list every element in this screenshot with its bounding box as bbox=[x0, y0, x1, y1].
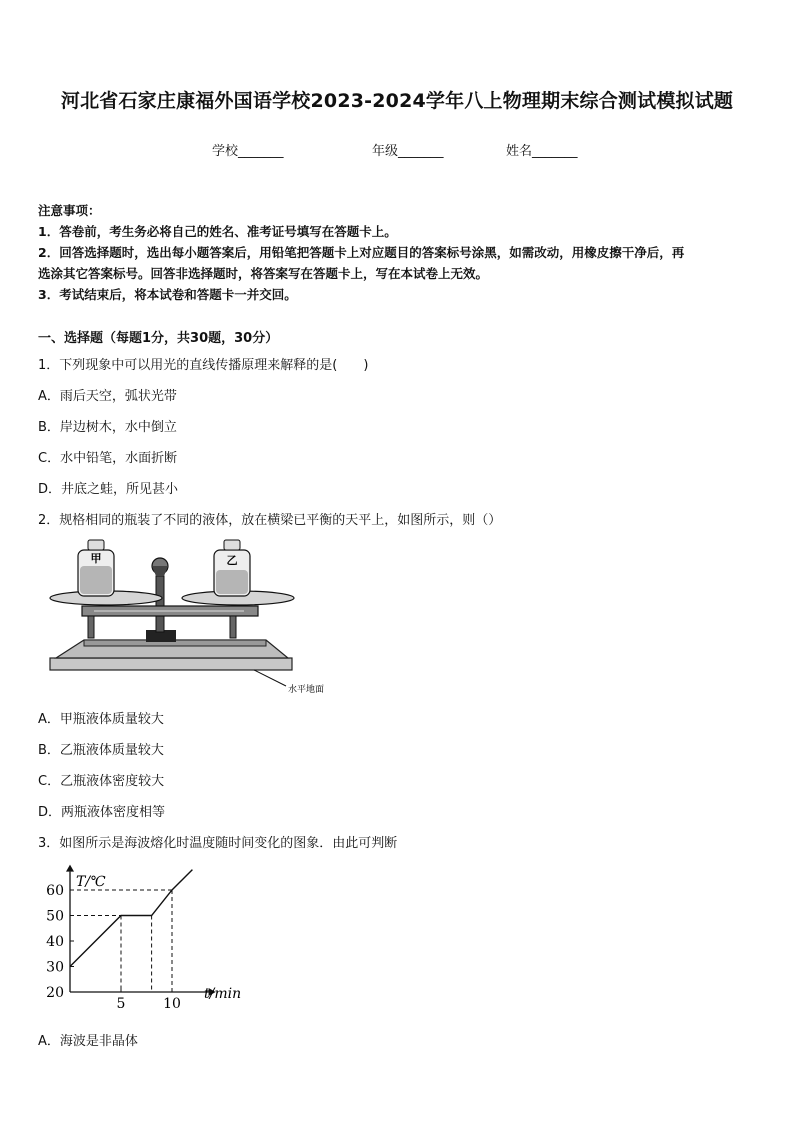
bottle-right-label: 乙 bbox=[226, 554, 238, 567]
y-tick-label: 30 bbox=[46, 959, 64, 976]
y-tick-label: 50 bbox=[46, 908, 64, 925]
bottle-left-label: 甲 bbox=[90, 552, 102, 565]
bottle-left bbox=[78, 540, 114, 596]
balance-figure bbox=[44, 536, 325, 698]
q2-stem: 2．规格相同的瓶装了不同的液体，放在横梁已平衡的天平上，如图所示，则（） bbox=[38, 513, 502, 528]
ground-label: 水平地面 bbox=[288, 685, 325, 695]
chart-y-label: T/℃ bbox=[76, 874, 106, 890]
school-field: 学校_______ bbox=[212, 144, 284, 159]
q1-stem: 1．下列现象中可以用光的直线传播原理来解释的是( ) bbox=[38, 358, 369, 373]
q1-option-d: D．井底之蛙，所见甚小 bbox=[38, 482, 179, 497]
bottle-right bbox=[214, 540, 250, 596]
notes-block bbox=[38, 200, 684, 305]
section-heading: 一、选择题（每题1分，共30题，30分） bbox=[38, 331, 279, 346]
chart-x-label: t/min bbox=[204, 986, 242, 1002]
q1-option-a: A．雨后天空，弧状光带 bbox=[38, 389, 177, 404]
notes-item-1: 1．答卷前，考生务必将自己的姓名、准考证号填写在答题卡上。 bbox=[38, 224, 397, 239]
notes-item-2b: 选涂其它答案标号。回答非选择题时，将答案写在答题卡上，写在本试卷上无效。 bbox=[38, 266, 489, 281]
q3-option-a: A．海波是非晶体 bbox=[38, 1034, 138, 1049]
y-tick-label: 20 bbox=[46, 985, 64, 1001]
y-tick-label: 60 bbox=[46, 883, 64, 899]
q2-option-a: A．甲瓶液体质量较大 bbox=[38, 712, 164, 727]
name-field: 姓名_______ bbox=[506, 144, 578, 159]
q3-stem: 3．如图所示是海波熔化时温度随时间变化的图象．由此可判断 bbox=[38, 836, 398, 851]
notes-heading: 注意事项： bbox=[38, 203, 101, 218]
q1-option-b: B．岸边树木，水中倒立 bbox=[38, 420, 177, 435]
x-tick-label: 5 bbox=[116, 996, 126, 1012]
x-tick-label: 10 bbox=[163, 996, 181, 1012]
q2-option-c: C．乙瓶液体密度较大 bbox=[38, 774, 165, 789]
notes-item-2a: 2．回答选择题时，选出每小题答案后，用铅笔把答题卡上对应题目的答案标号涂黑，如需改动，用橡皮擦干净后，再 bbox=[38, 245, 685, 260]
y-tick-label: 40 bbox=[46, 934, 64, 950]
notes-item-3: 3．考试结束后，将本试卷和答题卡一并交回。 bbox=[38, 287, 297, 302]
page-title: 河北省石家庄康福外国语学校2023-2024学年八上物理期末综合测试模拟试题 bbox=[60, 90, 734, 112]
q2-option-b: B．乙瓶液体质量较大 bbox=[38, 743, 164, 758]
q2-option-d: D．两瓶液体密度相等 bbox=[38, 805, 166, 820]
q1-option-c: C．水中铅笔，水面折断 bbox=[38, 451, 178, 466]
temperature-chart bbox=[36, 862, 256, 1014]
table-top bbox=[50, 658, 292, 670]
grade-field: 年级_______ bbox=[372, 144, 444, 159]
y-axis-arrow bbox=[66, 865, 74, 872]
